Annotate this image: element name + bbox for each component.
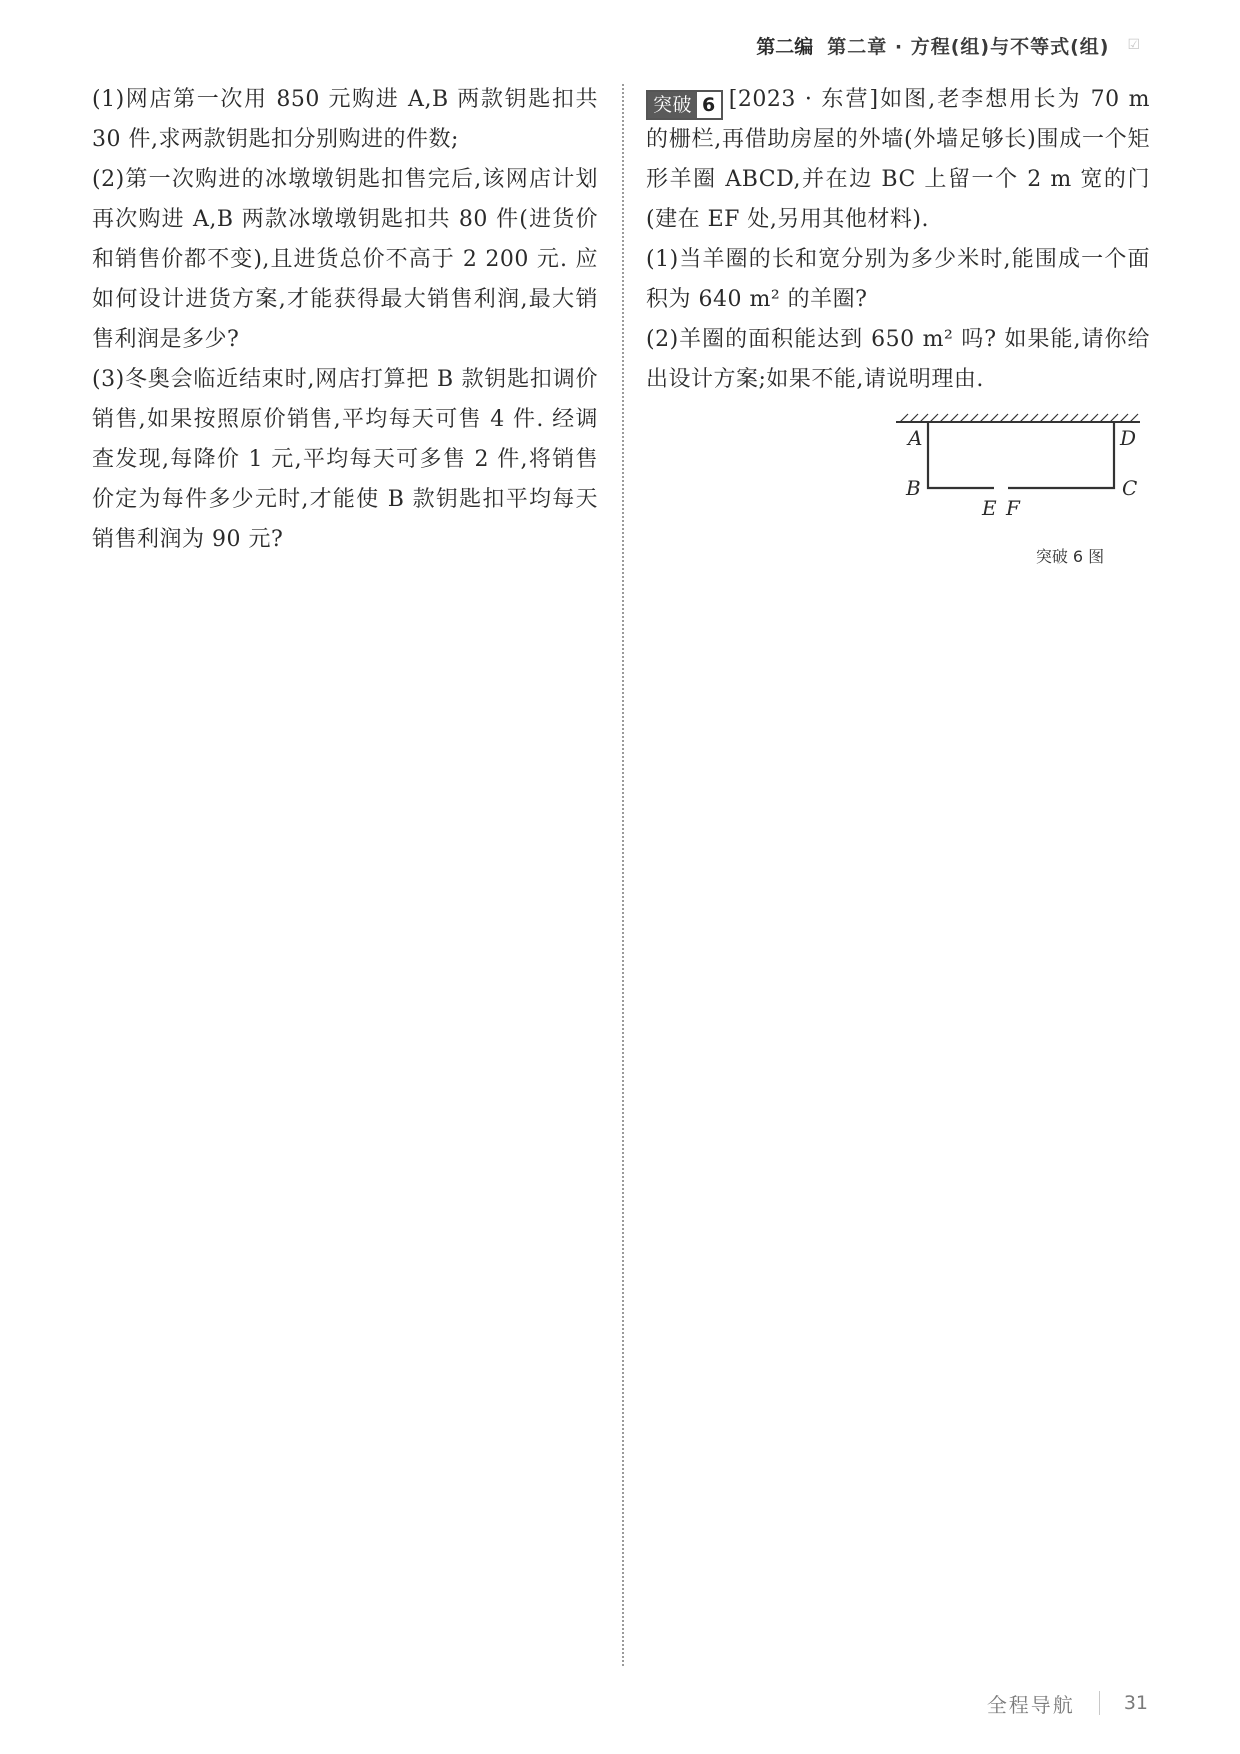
vertex-label-c: C — [1122, 476, 1138, 500]
breakthrough-tag — [646, 90, 723, 120]
figure-caption: 突破 6 图 — [1035, 547, 1105, 566]
problem-6-intro — [646, 80, 1150, 240]
chapter-title: 第二章 · 方程(组)与不等式(组) — [827, 35, 1110, 58]
footer-separator — [1099, 1691, 1100, 1715]
page-footer — [987, 1686, 1148, 1720]
problem-6-part-1: (1)当羊圈的长和宽分别为多少米时,能围成一个面积为 640 m² 的羊圈? — [646, 247, 1150, 312]
problem-6-text: [2023 · 东营]如图,老李想用长为 70 m 的栅栏,再借助房屋的外墙(外墙足够长)围成一个矩形羊圈 ABCD,并在边 BC 上留一个 2 m 宽的门(建在 EF 处,另用其他材料). — [646, 87, 1150, 232]
column-divider — [622, 84, 624, 1666]
question-part-1: (1)网店第一次用 850 元购进 A,B 两款钥匙扣共 30 件,求两款钥匙扣分别购进的件数; — [92, 87, 598, 152]
sheep-pen-diagram — [888, 412, 1148, 542]
running-header — [756, 28, 1140, 62]
footer-brand: 全程导航 — [986, 1692, 1075, 1717]
tag-number: 6 — [697, 92, 721, 118]
part-title: 第二编 — [756, 35, 814, 58]
fence-left-side — [928, 422, 994, 488]
fence-right-side — [1008, 422, 1114, 488]
vertex-label-a: A — [908, 426, 923, 450]
vertex-label-d: D — [1120, 426, 1137, 450]
question-part-3: (3)冬奥会临近结束时,网店打算把 B 款钥匙扣调价销售,如果按照原价销售,平均每天可售 4 件. 经调查发现,每降价 1 元,平均每天可多售 2 件,将销售价定为每件多少元时,才能使 B 款钥匙扣平均每天销售利润为 90 元? — [92, 367, 598, 552]
problem-6-part-2: (2)羊圈的面积能达到 650 m² 吗? 如果能,请你给出设计方案;如果不能,请说明理由. — [646, 327, 1150, 392]
left-column — [92, 80, 598, 560]
tag-label: 突破 — [648, 92, 697, 118]
right-column — [646, 80, 1150, 400]
vertex-label-b: B — [906, 476, 921, 500]
point-label-f: F — [1006, 496, 1020, 520]
checkbox-mark-icon: ☑ — [1127, 37, 1140, 53]
point-label-e: E — [982, 496, 997, 520]
wall-hatching — [900, 414, 1138, 422]
question-part-2: (2)第一次购进的冰墩墩钥匙扣售完后,该网店计划再次购进 A,B 两款冰墩墩钥匙扣共 80 件(进货价和销售价都不变),且进货总价不高于 2 200 元. 应如何设计进货方案,才能获得最大销售利润,最大销售利润是多少? — [92, 167, 598, 352]
page-number: 31 — [1123, 1692, 1148, 1714]
